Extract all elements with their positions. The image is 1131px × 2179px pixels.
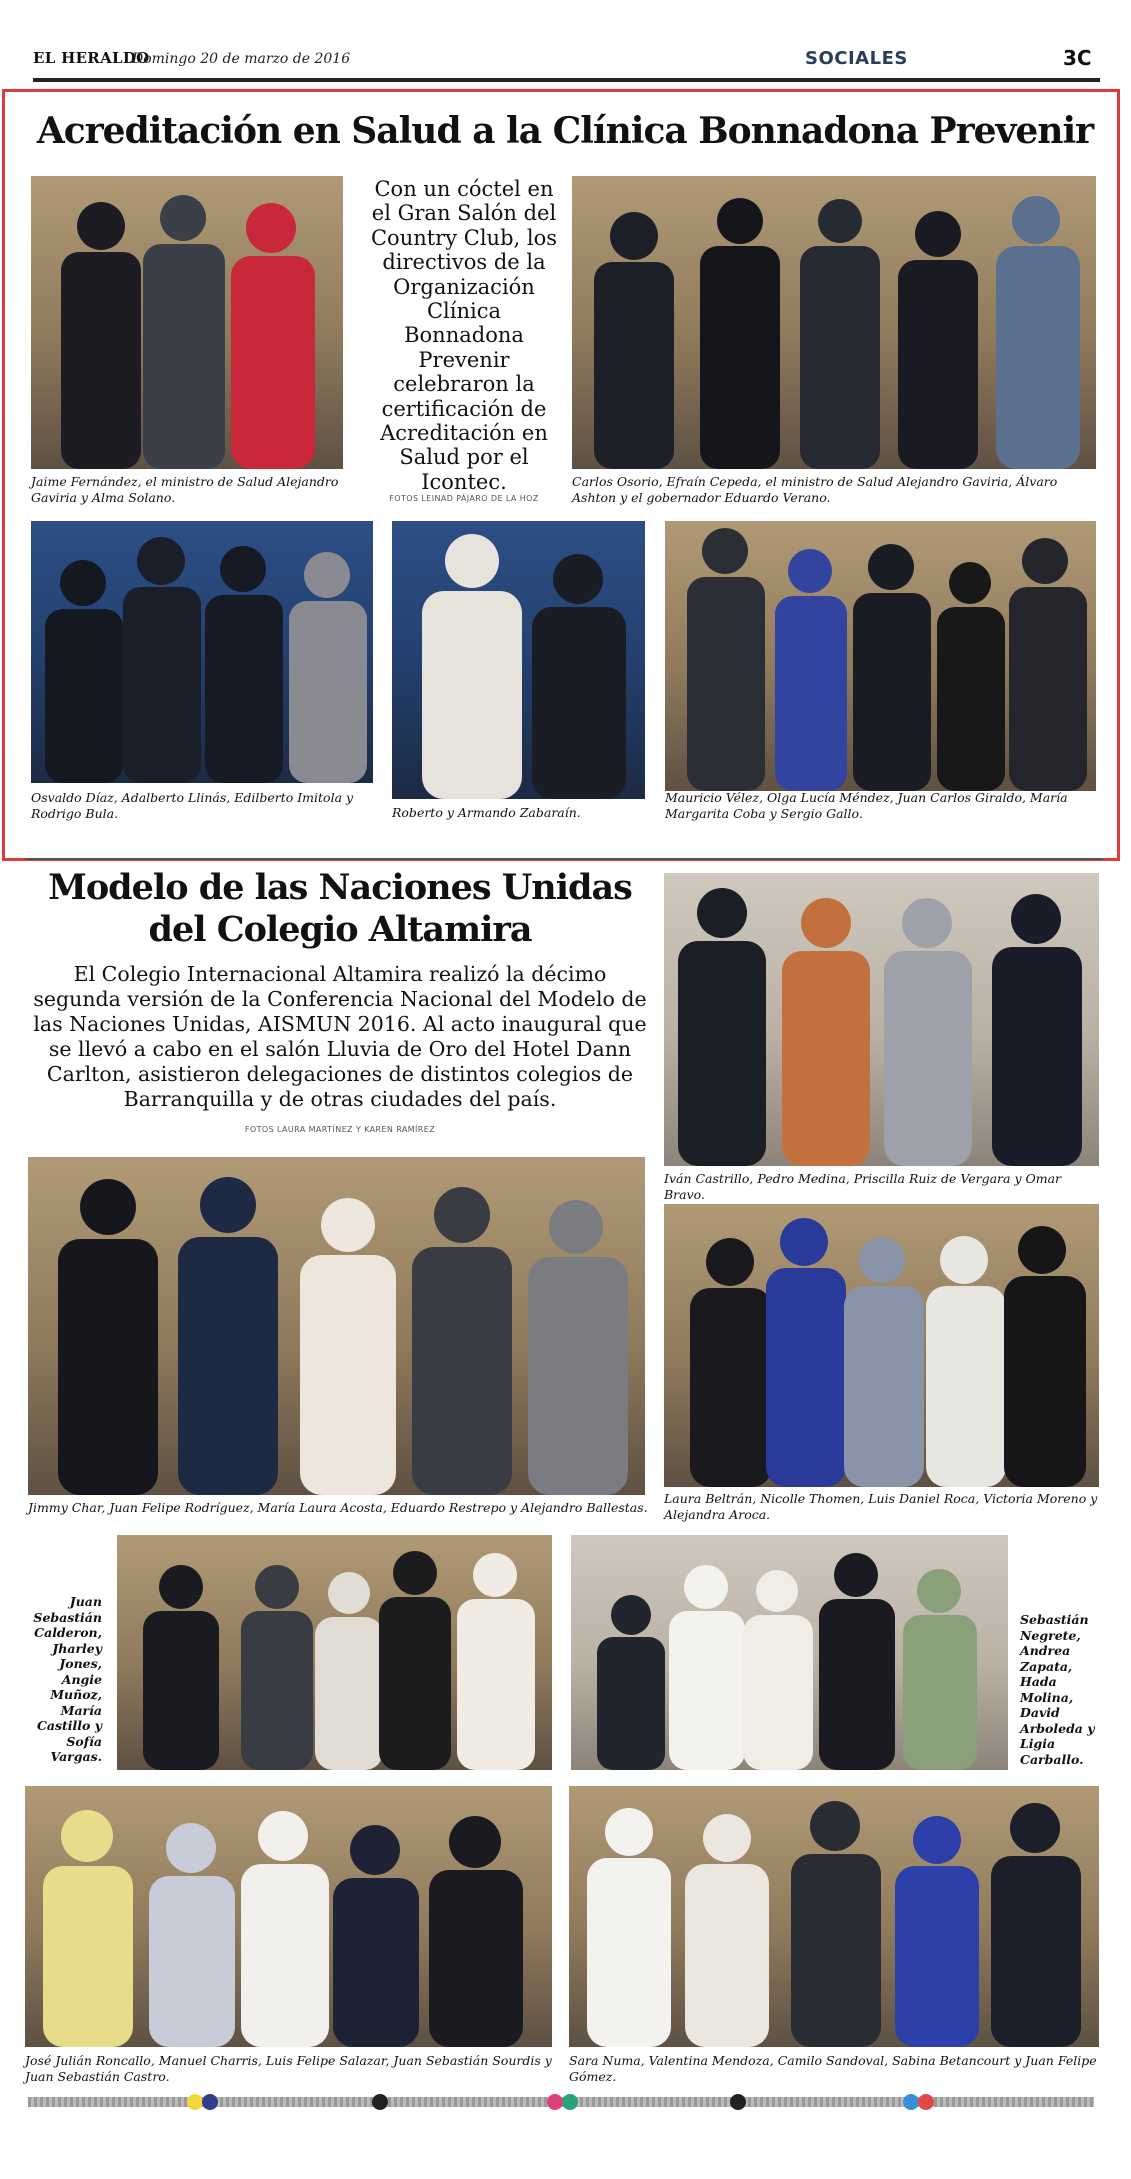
people-silhouettes: [665, 521, 1096, 791]
photo-4: [392, 521, 645, 799]
people-silhouettes: [31, 521, 373, 783]
people-silhouettes: [571, 1535, 1008, 1770]
people-silhouettes: [664, 1204, 1099, 1487]
registration-dot: [562, 2094, 578, 2110]
photo-10: [571, 1535, 1008, 1770]
caption-11: José Julián Roncallo, Manuel Charris, Luis Felipe Salazar, Juan Sebastián Sourdis y Juan Sebastián Castro.: [25, 2053, 552, 2084]
caption-1: Jaime Fernández, el ministro de Salud Alejandro Gaviria y Alma Solano.: [31, 474, 339, 505]
people-silhouettes: [25, 1786, 552, 2047]
header-rule: [33, 78, 1100, 82]
photo-7: [28, 1157, 645, 1495]
registration-dot: [202, 2094, 218, 2110]
photo-8: [664, 1204, 1099, 1487]
issue-date: Domingo 20 de marzo de 2016: [132, 51, 351, 67]
registration-dot: [372, 2094, 388, 2110]
people-silhouettes: [31, 176, 343, 469]
story1-intro: Con un cóctel en el Gran Salón del Country Club, los directivos de la Organización Clínica Bonnadona Prevenir celebraron la certificación de Acreditación en Salud por el Icontec.: [370, 177, 558, 494]
story1-title: Acreditación en Salud a la Clínica Bonnadona Prevenir: [36, 110, 1094, 152]
story2-photo-credit: FOTOS LAURA MARTÍNEZ Y KAREN RAMÍREZ: [244, 1125, 436, 1134]
people-silhouettes: [572, 176, 1096, 469]
photo-2: [572, 176, 1096, 469]
caption-12: Sara Numa, Valentina Mendoza, Camilo Sandoval, Sabina Betancourt y Juan Felipe Gómez.: [569, 2053, 1097, 2084]
caption-9: Juan Sebastián Calderon, Jharley Jones, Angie Muñoz, María Castillo y Sofía Vargas.: [33, 1594, 102, 1764]
registration-dot: [547, 2094, 563, 2110]
caption-8: Laura Beltrán, Nicolle Thomen, Luis Daniel Roca, Victoria Moreno y Alejandra Aroca.: [664, 1491, 1098, 1522]
story2-intro: El Colegio Internacional Altamira realizó la décimo segunda versión de la Conferencia Nacional del Modelo de las Naciones Unidas, AISMUN 2016. Al acto inaugural que se llevó a cabo en el salón Lluvia de Oro del Hotel Dann Carlton, asistieron delegaciones de distintos colegios de Barranquilla y de otras ciudades del país.: [33, 962, 647, 1111]
registration-dot: [903, 2094, 919, 2110]
people-silhouettes: [392, 521, 645, 799]
photo-12: [569, 1786, 1099, 2047]
newspaper-name: EL HERALDO: [33, 49, 150, 67]
caption-2: Carlos Osorio, Efraín Cepeda, el ministro de Salud Alejandro Gaviria, Álvaro Ashton y el gobernador Eduardo Verano.: [572, 474, 1058, 505]
people-silhouettes: [664, 873, 1099, 1166]
photo-11: [25, 1786, 552, 2047]
caption-5: Mauricio Vélez, Olga Lucía Méndez, Juan Carlos Giraldo, María Margarita Coba y Sergio Gallo.: [665, 790, 1068, 821]
people-silhouettes: [117, 1535, 552, 1770]
section-divider: [25, 858, 1103, 860]
caption-3: Osvaldo Díaz, Adalberto Llinás, Edilberto Imitola y Rodrigo Bula.: [31, 790, 354, 821]
photo-3: [31, 521, 373, 783]
people-silhouettes: [28, 1157, 645, 1495]
registration-dot: [730, 2094, 746, 2110]
photo-5: [665, 521, 1096, 791]
people-silhouettes: [569, 1786, 1099, 2047]
registration-dot: [187, 2094, 203, 2110]
story2-title: Modelo de las Naciones Unidas del Colegio Altamira: [48, 867, 632, 950]
story1-photo-credit: FOTOS LEINAD PÁJARO DE LA HOZ: [389, 494, 539, 503]
caption-4: Roberto y Armando Zabaraín.: [392, 805, 581, 820]
photo-1: [31, 176, 343, 469]
caption-10: Sebastián Negrete, Andrea Zapata, Hada Molina, David Arboleda y Ligia Carballo.: [1020, 1612, 1095, 1767]
page-number: 3C: [1063, 46, 1092, 70]
caption-7: Jimmy Char, Juan Felipe Rodríguez, María Laura Acosta, Eduardo Restrepo y Alejandro Ballestas.: [28, 1500, 648, 1515]
registration-dot: [918, 2094, 934, 2110]
section-label: SOCIALES: [805, 48, 908, 69]
photo-9: [117, 1535, 552, 1770]
caption-6: Iván Castrillo, Pedro Medina, Priscilla Ruiz de Vergara y Omar Bravo.: [664, 1171, 1062, 1202]
photo-6: [664, 873, 1099, 1166]
